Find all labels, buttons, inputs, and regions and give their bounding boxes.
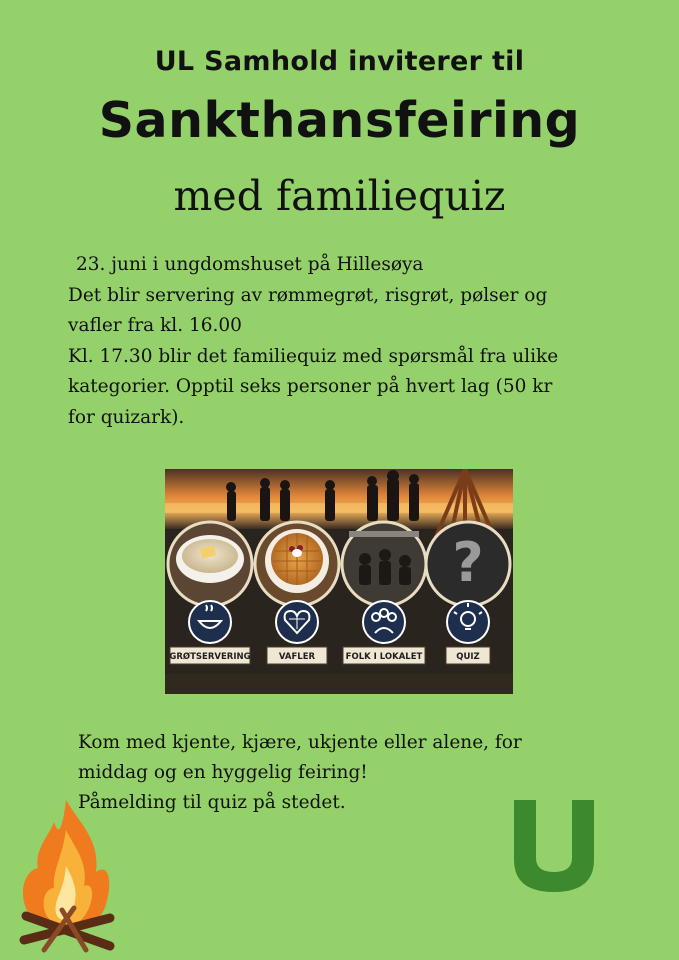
banner-label: VAFLER (278, 652, 316, 662)
details-line: Det blir servering av rømmegrøt, risgrøt, pølser og (68, 284, 548, 306)
details-line: kategorier. Opptil seks personer på hvert lag (50 kr (68, 376, 553, 397)
banner-label: GRØTSERVERING (169, 652, 251, 662)
details-line: for quizark). (68, 406, 185, 428)
u-logo-icon (512, 800, 596, 892)
banner-label: FOLK I LOKALET (345, 652, 423, 662)
bonfire-icon (14, 800, 119, 955)
details-line: vafler fra kl. 16.00 (68, 315, 242, 336)
event-subtitle: med familiequiz (173, 172, 506, 220)
closing-line: middag og en hyggelig feiring! (78, 762, 368, 783)
banner-label: QUIZ (456, 652, 480, 662)
details-line: Kl. 17.30 blir det familiequiz med spørsmål fra ulike (68, 345, 559, 367)
details-line: 23. juni i ungdomshuset på Hillesøya (76, 254, 424, 275)
event-title: Sankthansfeiring (98, 92, 581, 149)
closing-line: Kom med kjente, kjære, ukjente eller alene, for (78, 732, 522, 753)
event-banner-image (165, 469, 513, 694)
svg-text:?: ? (452, 531, 484, 594)
invite-heading: UL Samhold inviterer til (154, 46, 525, 77)
event-details (68, 250, 628, 433)
closing-line: Påmelding til quiz på stedet. (78, 792, 346, 813)
